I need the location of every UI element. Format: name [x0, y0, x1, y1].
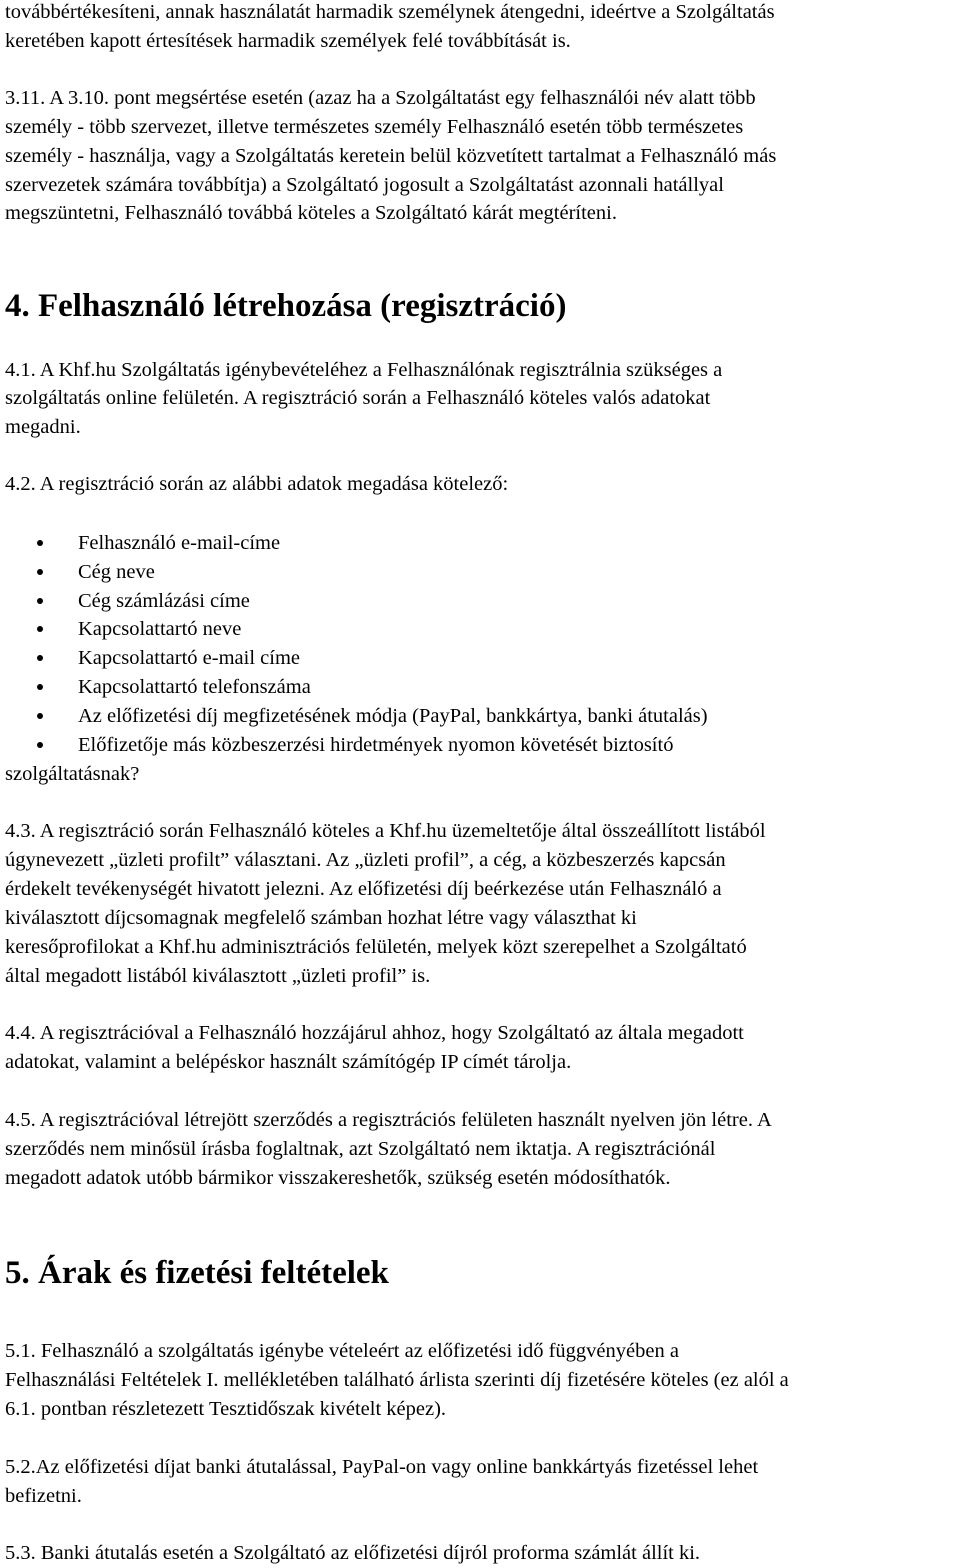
text-line: kiválasztott díjcsomagnak megfelelő számban hozhat létre vagy választhat ki	[5, 907, 637, 929]
text-line: szervezetek számára továbbítja) a Szolgáltató jogosult a Szolgáltatást azonnali hatállyal	[5, 174, 724, 196]
bullet-icon	[37, 598, 43, 604]
list-item: Cég neve	[78, 561, 155, 583]
list-item: Kapcsolattartó e-mail címe	[78, 647, 300, 669]
bullet-icon	[37, 569, 43, 575]
text-line: úgynevezett „üzleti profilt” választani. Az „üzleti profil”, a cég, a közbeszerzés kapcsán	[5, 849, 726, 871]
text-line: személy - több szervezet, illetve természetes személy Felhasználó esetén több természetes	[5, 116, 744, 138]
list-item: Kapcsolattartó neve	[78, 618, 242, 640]
text-line: 4.4. A regisztrációval a Felhasználó hozzájárul ahhoz, hogy Szolgáltató az általa megadott	[5, 1022, 744, 1044]
list-item: Az előfizetési díj megfizetésének módja (PayPal, bankkártya, banki átutalás)	[78, 705, 708, 727]
text-line: 4.1. A Khf.hu Szolgáltatás igénybevételéhez a Felhasználónak regisztrálnia szükséges a	[5, 359, 723, 381]
bullet-icon	[37, 684, 43, 690]
list-item: Előfizetője más közbeszerzési hirdetmények nyomon követését biztosító	[78, 734, 674, 756]
text-line: keresőprofilokat a Khf.hu adminisztrációs felületén, melyek közt szerepelhet a Szolgáltató	[5, 936, 747, 958]
bullet-icon	[37, 655, 43, 661]
text-line: adatokat, valamint a belépéskor használt számítógép IP címét tárolja.	[5, 1051, 572, 1073]
list-item: Felhasználó e-mail-címe	[78, 532, 281, 554]
text-line: Felhasználási Feltételek I. mellékletében található árlista szerinti díj fizetésére köteles (ez alól a	[5, 1369, 789, 1391]
text-line: 4.3. A regisztráció során Felhasználó köteles a Khf.hu üzemeltetője által összeállított listából	[5, 820, 766, 842]
section-heading-4: 4. Felhasználó létrehozása (regisztráció)	[5, 288, 567, 324]
text-line: továbbértékesíteni, annak használatát harmadik személynek átengedni, ideértve a Szolgáltatás	[5, 1, 775, 23]
bullet-icon	[37, 713, 43, 719]
text-line: személy - használja, vagy a Szolgáltatás keretein belül közvetített tartalmat a Felhasználó más	[5, 145, 777, 167]
bullet-icon	[37, 626, 43, 632]
text-line: megadott adatok utóbb bármikor visszakereshetők, szükség esetén módosíthatók.	[5, 1167, 671, 1189]
text-line: 4.2. A regisztráció során az alábbi adatok megadása kötelező:	[5, 473, 509, 495]
text-line: megszüntetni, Felhasználó továbbá köteles a Szolgáltató kárát megtéríteni.	[5, 202, 617, 224]
text-line: befizetni.	[5, 1485, 82, 1507]
text-line: 5.3. Banki átutalás esetén a Szolgáltató az előfizetési díjról proforma számlát állít ki.	[5, 1542, 701, 1564]
list-item: Kapcsolattartó telefonszáma	[78, 676, 311, 698]
bullet-icon	[37, 742, 43, 748]
section-heading-5: 5. Árak és fizetési feltételek	[5, 1255, 389, 1291]
text-line: 5.1. Felhasználó a szolgáltatás igénybe vételeért az előfizetési idő függvényében a	[5, 1340, 679, 1362]
text-line: 3.11. A 3.10. pont megsértése esetén (azaz ha a Szolgáltatást egy felhasználói név alatt több	[5, 87, 756, 109]
text-line: keretében kapott értesítések harmadik személyek felé továbbítását is.	[5, 30, 571, 52]
list-item: Cég számlázási címe	[78, 590, 250, 612]
text-line: által megadott listából kiválasztott „üzleti profil” is.	[5, 965, 431, 987]
text-line: szolgáltatás online felületén. A regisztráció során a Felhasználó köteles valós adatokat	[5, 387, 711, 409]
text-line: 4.5. A regisztrációval létrejött szerződés a regisztrációs felületen használt nyelven jön létre. A	[5, 1109, 772, 1131]
text-line: megadni.	[5, 416, 81, 438]
text-line: 6.1. pontban részletezett Tesztidőszak kivételt képez).	[5, 1398, 447, 1420]
text-line: szerződés nem minősül írásba foglaltnak, azt Szolgáltató nem iktatja. A regisztrációnál	[5, 1138, 716, 1160]
text-line: 5.2.Az előfizetési díjat banki átutalással, PayPal-on vagy online bankkártyás fizetéssel lehet	[5, 1456, 759, 1478]
list-item-continuation: szolgáltatásnak?	[5, 763, 140, 785]
text-line: érdekelt tevékenységét hivatott jelezni. Az előfizetési díj beérkezése után Felhasználó a	[5, 878, 722, 900]
bullet-icon	[37, 540, 43, 546]
